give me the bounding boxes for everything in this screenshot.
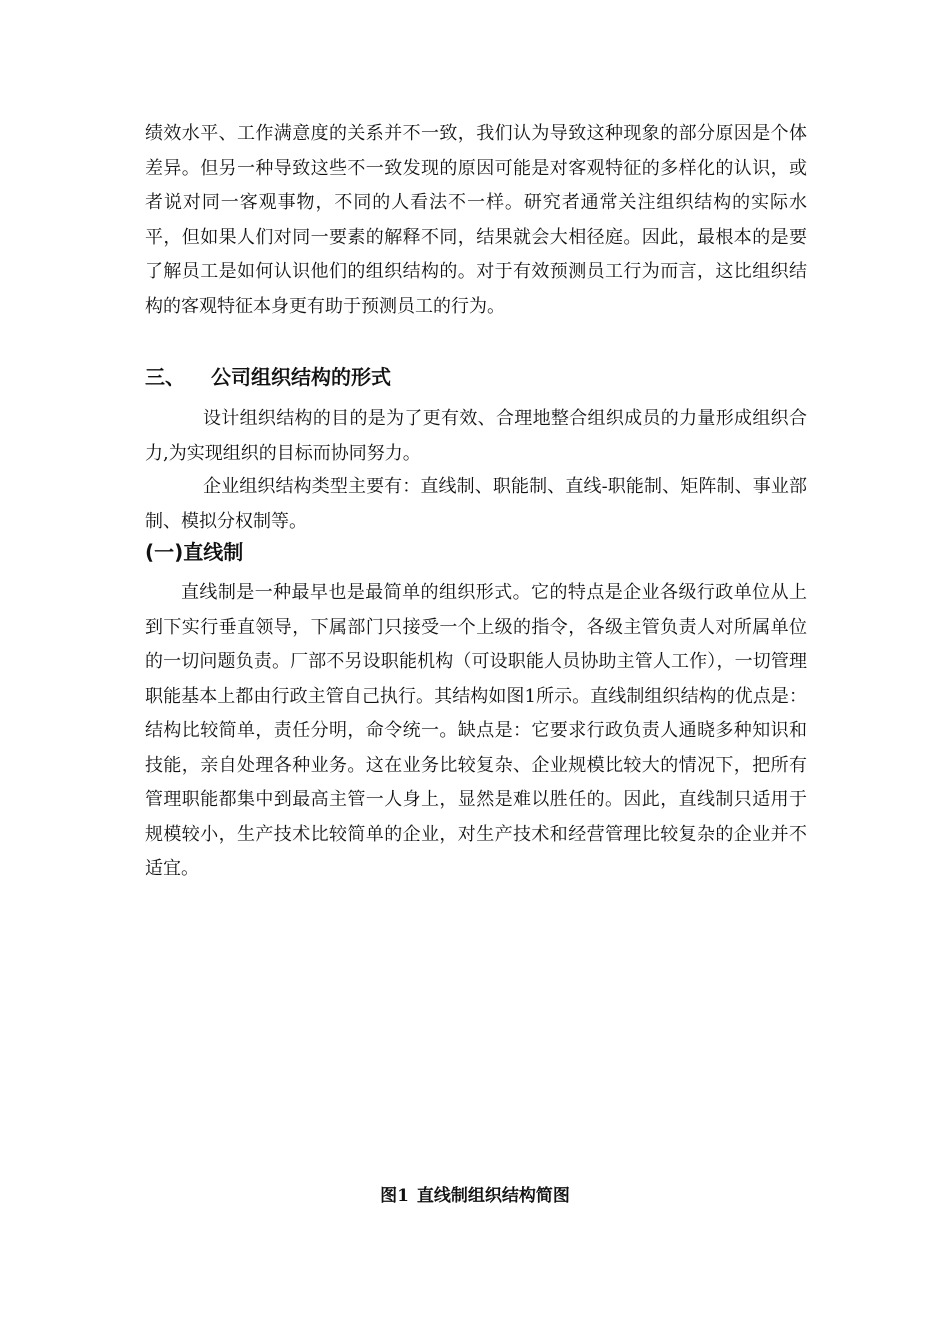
figure-label: 图1 [380, 1186, 409, 1206]
figure-title: 直线制组织结构简图 [416, 1186, 570, 1206]
paragraph-line-structure: 直线制是一种最早也是最简单的组织形式。它的特点是企业各级行政单位从上到下实行垂直领导，下属部门只接受一个上级的指令，各级主管负责人对所属单位的一切问题负责。厂部不另设职能机构（可设职能人员协助主管人工作），一切管理职能基本上都由行政主管自己执行。其结构如图1所示。直线制组织结构的优点是：结构比较简单，责任分明，命令统一。缺点是：它要求行政负责人通晓多种知识和技能，亲自处理各种业务。这在业务比较复杂、企业规模比较大的情况下，把所有管理职能都集中到最高主管一人身上，显然是难以胜任的。因此，直线制只适用于规模较小，生产技术比较简单的企业，对生产技术和经营管理比较复杂的企业并不适宜。 [145, 582, 807, 879]
paragraph-intro: 绩效水平、工作满意度的关系并不一致，我们认为导致这种现象的部分原因是个体差异。但另一种导致这些不一致发现的原因可能是对客观特征的多样化的认识，或者说对同一客观事物，不同的人看法不一样。研究者通常关注组织结构的实际水平，但如果人们对同一要素的解释不同，结果就会大相径庭。因此，最根本的是要了解员工是如何认识他们的组织结构的。对于有效预测员工行为而言，这比组织结构的客观特征本身更有助于预测员工的行为。 [145, 123, 807, 317]
paragraph-types: 企业组织结构类型主要有：直线制、职能制、直线-职能制、矩阵制、事业部制、模拟分权制等。 [145, 476, 807, 532]
figure-placeholder [145, 900, 807, 1170]
subsection-heading: (一)直线制 [145, 540, 244, 564]
section-title: 公司组织结构的形式 [211, 365, 391, 389]
section-number: 三、 [145, 365, 185, 389]
figure-caption [0, 1183, 950, 1209]
section-heading [145, 360, 391, 394]
paragraph-purpose: 设计组织结构的目的是为了更有效、合理地整合组织成员的力量形成组织合力,为实现组织的目标而协同努力。 [145, 408, 807, 464]
